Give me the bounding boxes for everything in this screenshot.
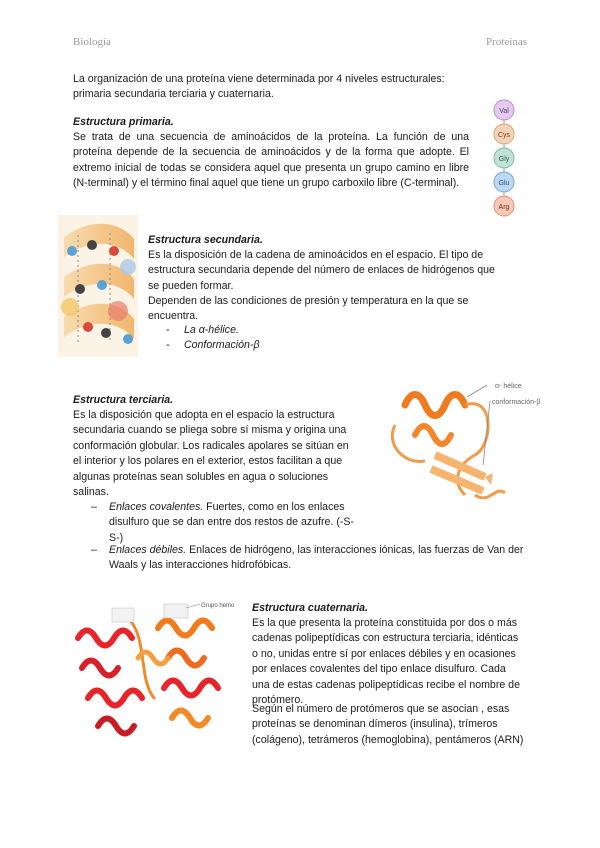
- amino-acid-val: [494, 100, 514, 120]
- alpha-helix-illustration: [58, 215, 138, 357]
- secundaria-body-1: Es la disposición de la cadena de aminoácidos en el espacio. El tipo de estructura secundaria depende del número de enlaces de hidrógenos que se pueden formar.: [148, 249, 495, 292]
- svg-text:Val: Val: [499, 108, 509, 115]
- list-item-beta-conformation: - Conformación-β: [166, 339, 260, 352]
- svg-text:Arg: Arg: [498, 204, 510, 211]
- list-item-alpha-helix: - La α-hélice.: [166, 324, 239, 336]
- primaria-heading: Estructura primaria.: [73, 116, 174, 128]
- figure-label-beta-conformation: conformación-β: [492, 399, 541, 406]
- hemoglobin-quaternary-illustration: [68, 598, 244, 748]
- terciaria-item-covalent: – Enlaces covalentes. Fuertes, como en los enlaces disulfuro que se dan entre dos restos de azufre. (-S-S-): [91, 501, 354, 544]
- secundaria-heading: Estructura secundaria.: [148, 234, 263, 246]
- secundaria-list: [160, 323, 460, 354]
- terciaria-item-weak: – Enlaces débiles. Enlaces de hidrógeno, las interacciones iónicas, las fuerzas de Van der Waals y las interacciones hidrofóbicas.: [91, 544, 524, 572]
- amino-acid-chain-illustration: [484, 96, 524, 224]
- svg-text:Cys: Cys: [497, 132, 511, 139]
- header-topic: Proteínas: [486, 36, 527, 48]
- intro-paragraph: La organización de una proteína viene determinada por 4 niveles estructurales: primaria secundaria terciaria y cuaternaria.: [73, 73, 445, 101]
- terciaria-body: Es la disposición que adopta en el espacio la estructura secundaria cuando se pliega sobre sí misma y origina una conformación globular. Los radicales apolares se sitúan en el interior y los polares en el exterior, estos facilitan a que algunas proteínas sean solubles en agua o soluciones salinas.: [73, 409, 349, 499]
- tertiary-structure-illustration: [365, 365, 545, 520]
- cuaternaria-body-1: Es la que presenta la proteína constituida por dos o más cadenas polipeptídicas con estructura terciaria, idénticas o no, unidas entre sí por enlaces débiles y en ocasiones por enlaces covalentes del tipo enlace disulfuro. Cada una de estas cadenas polipeptídicas recibe el nombre de protómero.: [252, 617, 520, 707]
- cuaternaria-body-2: Según el número de protómeros que se asocian , esas proteínas se denominan dímeros (insulina), trímeros (colágeno), tetrámeros (hemoglobina), pentámeros (ARN): [252, 703, 524, 746]
- terciaria-heading: Estructura terciaria.: [73, 394, 174, 406]
- primaria-body: Se trata de una secuencia de aminoácidos de la proteína. La función de una proteína depende de la secuencia de aminoácidos y de la forma que adopte. El extremo inicial de todas se considera aquel que presenta un grupo camino en libre (N-terminal) y el término final aquel que tiene un grupo carboxilo libre (C-terminal).: [73, 131, 469, 190]
- amino-acid-arg: [494, 196, 514, 216]
- amino-acid-gly: [494, 148, 514, 168]
- svg-text:Glu: Glu: [498, 180, 510, 187]
- cuaternaria-heading: Estructura cuaternaria.: [252, 602, 368, 614]
- figure-label-heme-group: Grupo hemo: [201, 603, 235, 609]
- amino-acid-cys: [494, 124, 514, 144]
- svg-text:Gly: Gly: [498, 156, 510, 163]
- amino-acid-glu: [494, 172, 514, 192]
- header-subject: Biología: [73, 36, 111, 48]
- secundaria-body-2: Dependen de las condiciones de presión y temperatura en la que se encuentra.: [148, 295, 469, 323]
- figure-label-alpha-helix: α- hélice: [495, 383, 522, 390]
